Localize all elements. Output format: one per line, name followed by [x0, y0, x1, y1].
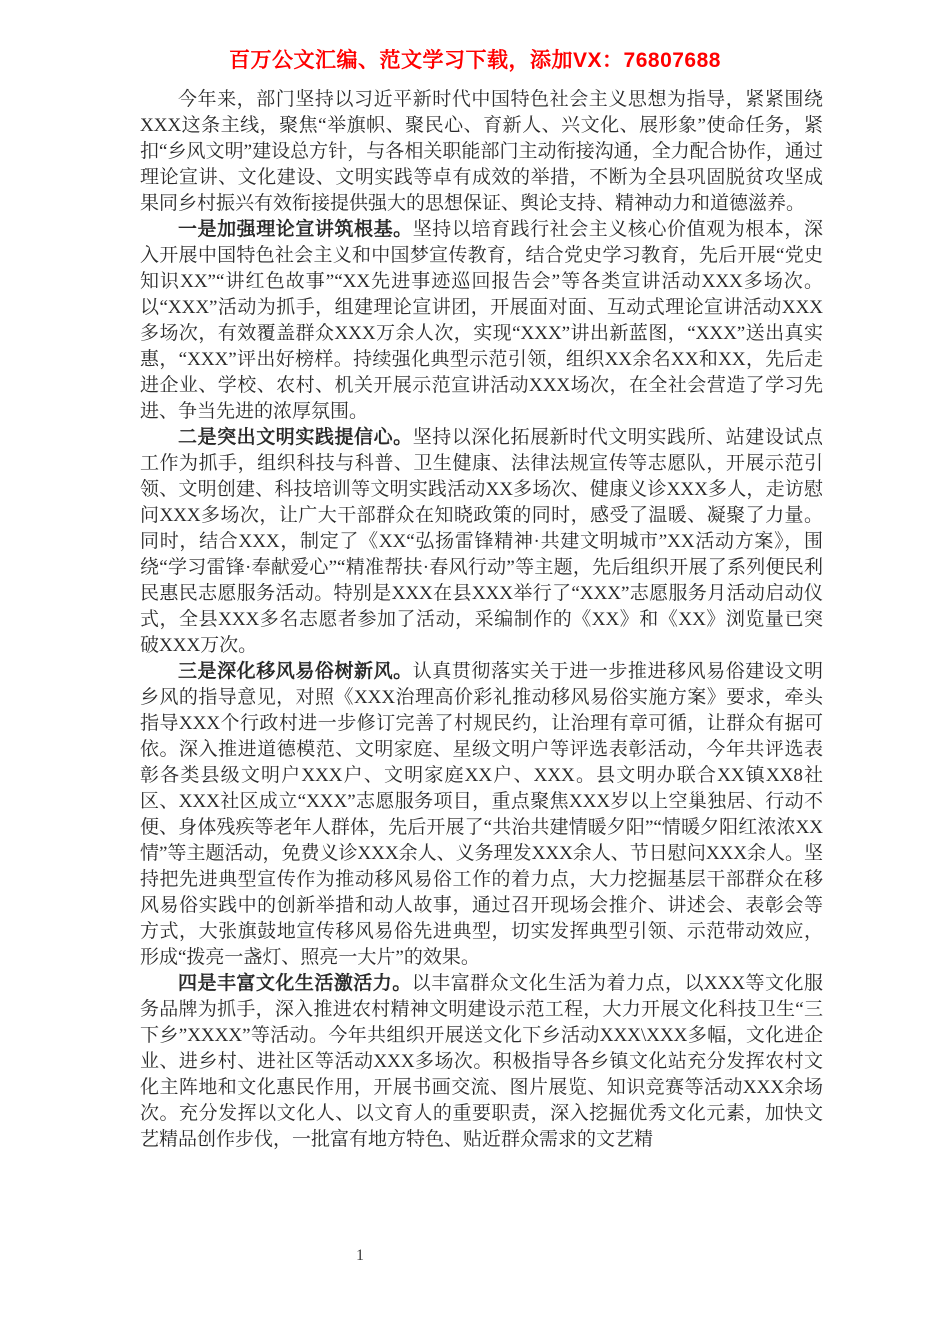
paragraph-text: 今年来，部门坚持以习近平新时代中国特色社会主义思想为指导，紧紧围绕XXX这条主线，聚焦“举旗帜、聚民心、育新人、兴文化、展形象”使命任务，紧扣“乡风文明”建设总方针，与各相关职能部门主动衔接沟通，全力配合协作，通过理论宣讲、文化建设、文明实践等卓有成效的举措，不断为全县巩固脱贫攻坚成果同乡村振兴有效衔接提供强大的思想保证、舆论支持、精神动力和道德滋养。 — [140, 89, 823, 214]
paragraph-intro — [140, 87, 823, 217]
page-number: 1 — [356, 1247, 364, 1264]
paragraph-section-3 — [140, 659, 823, 971]
paragraph-lead: 四是丰富文化生活激活力。 — [178, 973, 412, 994]
paragraph-section-2 — [140, 425, 823, 659]
paragraph-text: 坚持以培育践行社会主义核心价值观为根本，深入开展中国特色社会主义和中国梦宣传教育，结合党史学习教育，先后开展“党史知识XX”“讲红色故事”“XX先进事迹巡回报告会”等各类宣讲活动XXX多场次。以“XXX”活动为抓手，组建理论宣讲团，开展面对面、互动式理论宣讲活动XXX多场次，有效覆盖群众XXX万余人次，实现“XXX”讲出新蓝图，“XXX”送出真实惠，“XXX”评出好榜样。持续强化典型示范引领，组织XX余名XX和XX，先后走进企业、学校、农村、机关开展示范宣讲活动XXX场次，在全社会营造了学习先进、争当先进的浓厚氛围。 — [140, 219, 823, 422]
paragraph-section-4 — [140, 971, 823, 1153]
header-banner-text: 百万公文汇编、范文学习下载，添加VX：76807688 — [229, 49, 721, 72]
paragraph-lead: 一是加强理论宣讲筑根基。 — [178, 219, 413, 240]
paragraph-text: 认真贯彻落实关于进一步推进移风易俗建设文明乡风的指导意见，对照《XXX治理高价彩礼推动移风易俗实施方案》要求，牵头指导XXX个行政村进一步修订完善了村规民约，让治理有章可循，让群众有据可依。深入推进道德模范、文明家庭、星级文明户等评选表彰活动，今年共评选表彰各类县级文明户XXX户、文明家庭XX户、XXX。县文明办联合XX镇XX8社区、XXX社区成立“XXX”志愿服务项目，重点聚焦XXX岁以上空巢独居、行动不便、身体残疾等老年人群体，先后开展了“共治共建情暖夕阳”“情暖夕阳红浓浓XX情”等主题活动，免费义诊XXX余人、义务理发XXX余人、节日慰问XXX余人。坚持把先进典型宣传作为推动移风易俗工作的着力点，大力挖掘基层干部群众在移风易俗实践中的创新举措和动人故事，通过召开现场会推介、讲述会、表彰会等方式，大张旗鼓地宣传移风易俗先进典型，切实发挥典型引领、示范带动效应，形成“拨亮一盏灯、照亮一大片”的效果。 — [140, 661, 823, 968]
paragraph-text: 坚持以深化拓展新时代文明实践所、站建设试点工作为抓手，组织科技与科普、卫生健康、法律法规宣传等志愿队，开展示范引领、文明创建、科技培训等文明实践活动XX多场次、健康义诊XXX多人，走访慰问XXX多场次，让广大干部群众在知晓政策的同时，感受了温暖、凝聚了力量。同时，结合XXX，制定了《XX“弘扬雷锋精神·共建文明城市”XX活动方案》，围绕“学习雷锋·奉献爱心”“精准帮扶·春风行动”等主题，先后组织开展了系列便民利民惠民志愿服务活动。特别是XXX在县XXX举行了“XXX”志愿服务月活动启动仪式，全县XXX多名志愿者参加了活动，采编制作的《XX》和《XX》浏览量已突破XXX万次。 — [140, 427, 823, 656]
paragraph-text: 以丰富群众文化生活为着力点，以XXX等文化服务品牌为抓手，深入推进农村精神文明建设示范工程，大力开展文化科技卫生“三下乡”XXXX”等活动。今年共组织开展送文化下乡活动XXX\XXX多幅，文化进企业、进乡村、进社区等活动XXX多场次。积极指导各乡镇文化站充分发挥农村文化主阵地和文化惠民作用，开展书画交流、图片展览、知识竞赛等活动XXX余场次。充分发挥以文化人、以文育人的重要职责，深入挖掘优秀文化元素，加快文艺精品创作步伐，一批富有地方特色、贴近群众需求的文艺精 — [140, 973, 823, 1150]
document-body — [140, 87, 823, 1153]
paragraph-lead: 三是深化移风易俗树新风。 — [178, 661, 413, 682]
paragraph-lead: 二是突出文明实践提信心。 — [178, 427, 413, 448]
paragraph-section-1 — [140, 217, 823, 425]
